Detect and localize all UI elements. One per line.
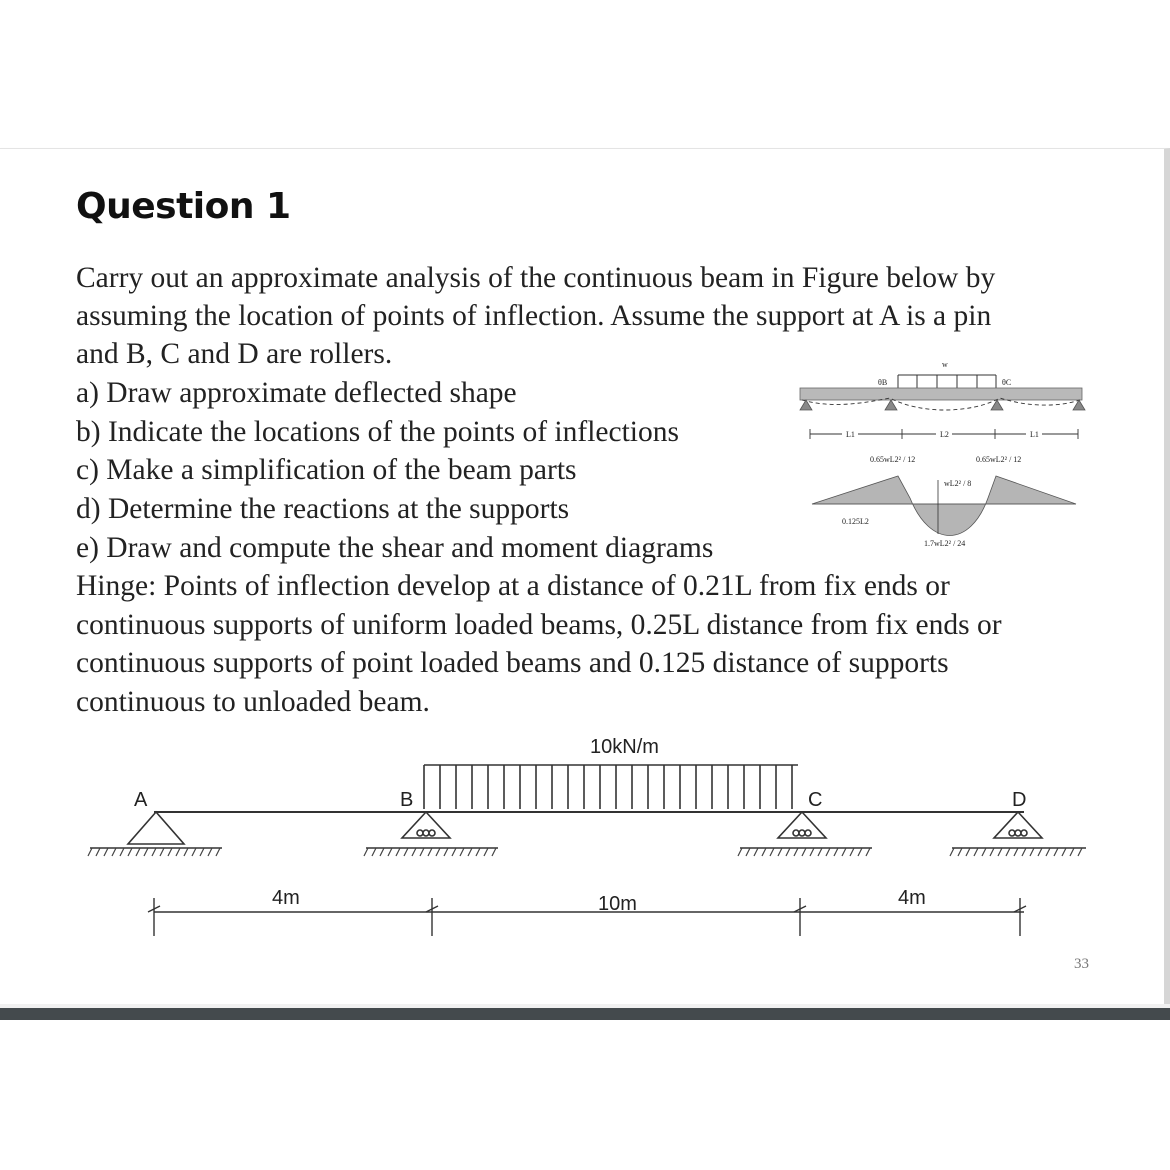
reference-moment-pos-mid: 1.7wL2² / 24 [924, 539, 966, 548]
roller-support-d [952, 812, 1086, 848]
question-title: Question 1 [76, 186, 291, 227]
reference-figure [790, 358, 1090, 553]
reference-load-arrows [898, 375, 996, 388]
task-a: a) Draw approximate deflected shape [76, 377, 517, 409]
support-label-c: C [808, 789, 823, 811]
paragraph-line-1: Carry out an approximate analysis of the continuous beam in Figure below by [76, 262, 996, 294]
pin-support-a [90, 812, 222, 848]
span-ab-label: 4m [272, 887, 300, 909]
distributed-load [424, 765, 798, 809]
hint-line-1: Hinge: Points of inflection develop at a distance of 0.21L from fix ends or [76, 570, 950, 602]
theta-b-label: θB [878, 378, 888, 387]
task-b: b) Indicate the locations of the points of inflections [76, 416, 679, 448]
reference-moment-simple: wL2² / 8 [944, 479, 972, 488]
reference-moment-neg-right: 0.65wL2² / 12 [976, 455, 1022, 464]
paragraph-line-3: and B, C and D are rollers. [76, 338, 393, 370]
ground-hatching [88, 848, 1082, 856]
task-c: c) Make a simplification of the beam parts [76, 454, 577, 486]
reference-moment-offset: 0.125L2 [842, 517, 869, 526]
support-label-b: B [400, 789, 414, 811]
span-bc-label: 10m [598, 893, 637, 915]
task-d: d) Determine the reactions at the supports [76, 493, 570, 525]
reference-span-l2: L2 [940, 430, 949, 439]
reference-load-label: w [942, 360, 948, 369]
span-cd-label: 4m [898, 887, 926, 909]
hint-line-3: continuous supports of point loaded beams and 0.125 distance of supports [76, 647, 949, 679]
support-label-a: A [134, 789, 148, 811]
bottom-bar [0, 1008, 1170, 1020]
beam-load-label: 10kN/m [590, 736, 659, 758]
reference-moment-neg-left: 0.65wL2² / 12 [870, 455, 916, 464]
hint-line-4: continuous to unloaded beam. [76, 686, 430, 718]
beam-figure [80, 730, 1100, 940]
roller-support-c [740, 812, 872, 848]
theta-c-label: θC [1002, 378, 1012, 387]
task-e: e) Draw and compute the shear and moment diagrams [76, 532, 714, 564]
paragraph-line-2: assuming the location of points of inflection. Assume the support at A is a pin [76, 300, 992, 332]
roller-support-b [366, 812, 498, 848]
reference-beam [800, 388, 1082, 400]
page-number: 33 [1074, 956, 1089, 972]
reference-span-l1-right: L1 [1030, 430, 1039, 439]
reference-span-l1-left: L1 [846, 430, 855, 439]
hint-line-2: continuous supports of uniform loaded beams, 0.25L distance from fix ends or [76, 609, 1002, 641]
support-label-d: D [1012, 789, 1027, 811]
